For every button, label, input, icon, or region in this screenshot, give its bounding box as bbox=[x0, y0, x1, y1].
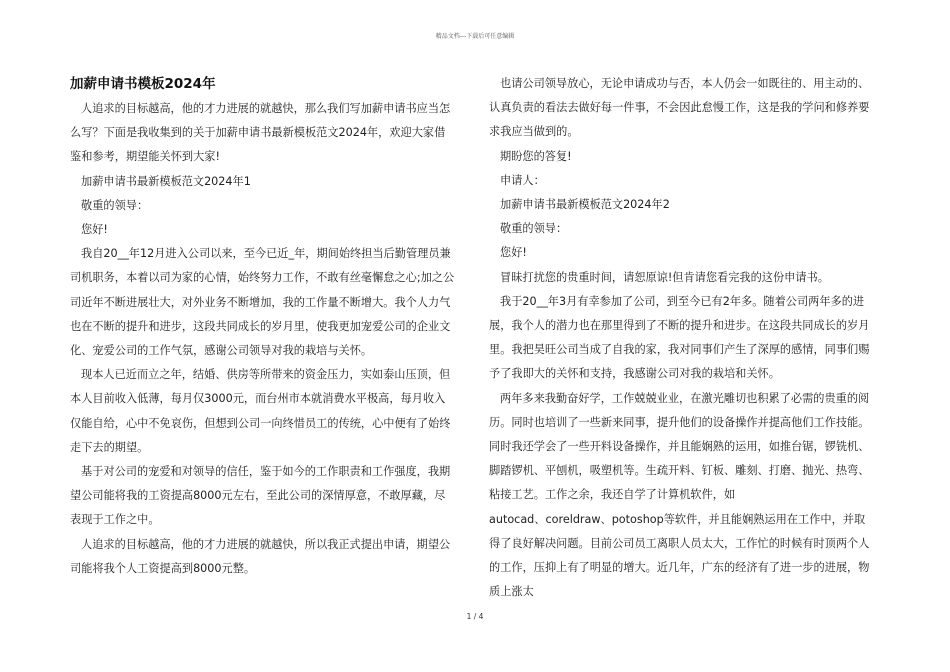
paragraph: 现本人已近而立之年，结婚、供房等所带来的资金压力，实如泰山压顶，但本人目前收入低薄，每月仅3000元，而台州市本就消费水平极高，每月收入仅能自给，心中不免哀伤，但想到公司一向终惜员工的传统，心中便有了始终走下去的期望。 bbox=[70, 368, 451, 454]
page-number: 1 / 4 bbox=[466, 612, 484, 621]
right-paragraphs bbox=[489, 72, 874, 604]
paragraph: 申请人： bbox=[500, 173, 545, 187]
paragraph: 加薪申请书最新模板范文2024年2 bbox=[500, 198, 670, 212]
left-paragraphs bbox=[70, 97, 456, 581]
document-title: 加薪申请书模板2024年 bbox=[70, 76, 216, 92]
paragraph: 冒昧打扰您的贵重时间，请恕原谅!但肯请您看完我的这份申请书。 bbox=[500, 270, 829, 284]
paragraph: 期盼您的答复! bbox=[500, 149, 572, 163]
paragraph: 您好! bbox=[81, 223, 108, 237]
paragraph: 人追求的目标越高，他的才力进展的就越快，所以我正式提出申请，期望公司能将我个人工资提高到8000元整。 bbox=[70, 537, 451, 575]
paragraph: 我自20__年12月进入公司以来，至今已近_年，期间始终担当后勤管理员兼司机职务，本着以司为家的心情，始终努力工作，不敢有丝毫懈怠之心;加之公司近年不断进展壮大，对外业务不断增加，我的工作量不断增大。我个人力气也在不断的提升和进步，这段共同成长的岁月里，使我更加宠爱公司的企业文化、宠爱公司的工作气氛，感谢公司领导对我的栽培与关怀。 bbox=[70, 247, 455, 358]
right-column bbox=[489, 72, 874, 604]
paragraph: 您好! bbox=[500, 246, 527, 260]
paragraph: 我于20__年3月有幸参加了公司，到至今已有2年多。随着公司两年多的进展，我个人的潜力也在那里得到了不断的提升和进步。在这段共同成长的岁月里。我把昊旺公司当成了自我的家，我对同事们产生了深厚的感情，同事们赐予了我即大的关怀和支持，我感谢公司对我的栽培和关怀。 bbox=[489, 294, 870, 381]
paragraph: 加薪申请书最新模板范文2024年1 bbox=[81, 174, 251, 188]
paragraph: autocad、coreldraw、potoshop等软件，并且能娴熟运用在工作中，并取得了良好解决问题。目前公司员工离职人员太大，工作忙的时候有时顶两个人的工作，压抑上有了明显的增大。近几年，广东的经济有了进一步的进展，物质上涨太 bbox=[489, 512, 870, 599]
left-column bbox=[70, 73, 456, 581]
paragraph: 人追求的目标越高，他的才力进展的就越快，那么我们写加薪申请书应当怎么写？下面是我收集到的关于加薪申请书最新模板范文2024年，欢迎大家借鉴和参考，期望能关怀到大家! bbox=[70, 102, 451, 164]
paragraph: 两年多来我勤奋好学，工作兢兢业业，在激光雕切也积累了必需的贵重的阅历。同时也培训了一些新来同事，提升他们的设备操作并提高他们工作技能。同时我还学会了一些开料设备操作，并且能娴熟的运用，如推台锯，锣铣机、脚踏锣机、平刨机，吸塑机等。生疏开料、钉板、雕刻、打磨、抛光、热弯、粘接工艺。工作之余，我还自学了计算机软件，如 bbox=[489, 391, 870, 502]
paragraph: 也请公司领导放心，无论申请成功与否，本人仍会一如既往的、用主动的、认真负责的看法去做好每一件事，不会因此怠慢工作，这是我的学问和修养要求我应当做到的。 bbox=[489, 77, 870, 139]
paragraph: 基于对公司的宠爱和对领导的信任，鉴于如今的工作职责和工作强度，我期望公司能将我的工资提高8000元左右，至此公司的深情厚意，不敢厚藏，尽表现于工作之中。 bbox=[70, 465, 451, 527]
paragraph: 敬重的领导： bbox=[81, 198, 149, 212]
page-header: 精品文档---下载后可任意编辑 bbox=[435, 33, 515, 40]
paragraph: 敬重的领导： bbox=[500, 222, 568, 236]
